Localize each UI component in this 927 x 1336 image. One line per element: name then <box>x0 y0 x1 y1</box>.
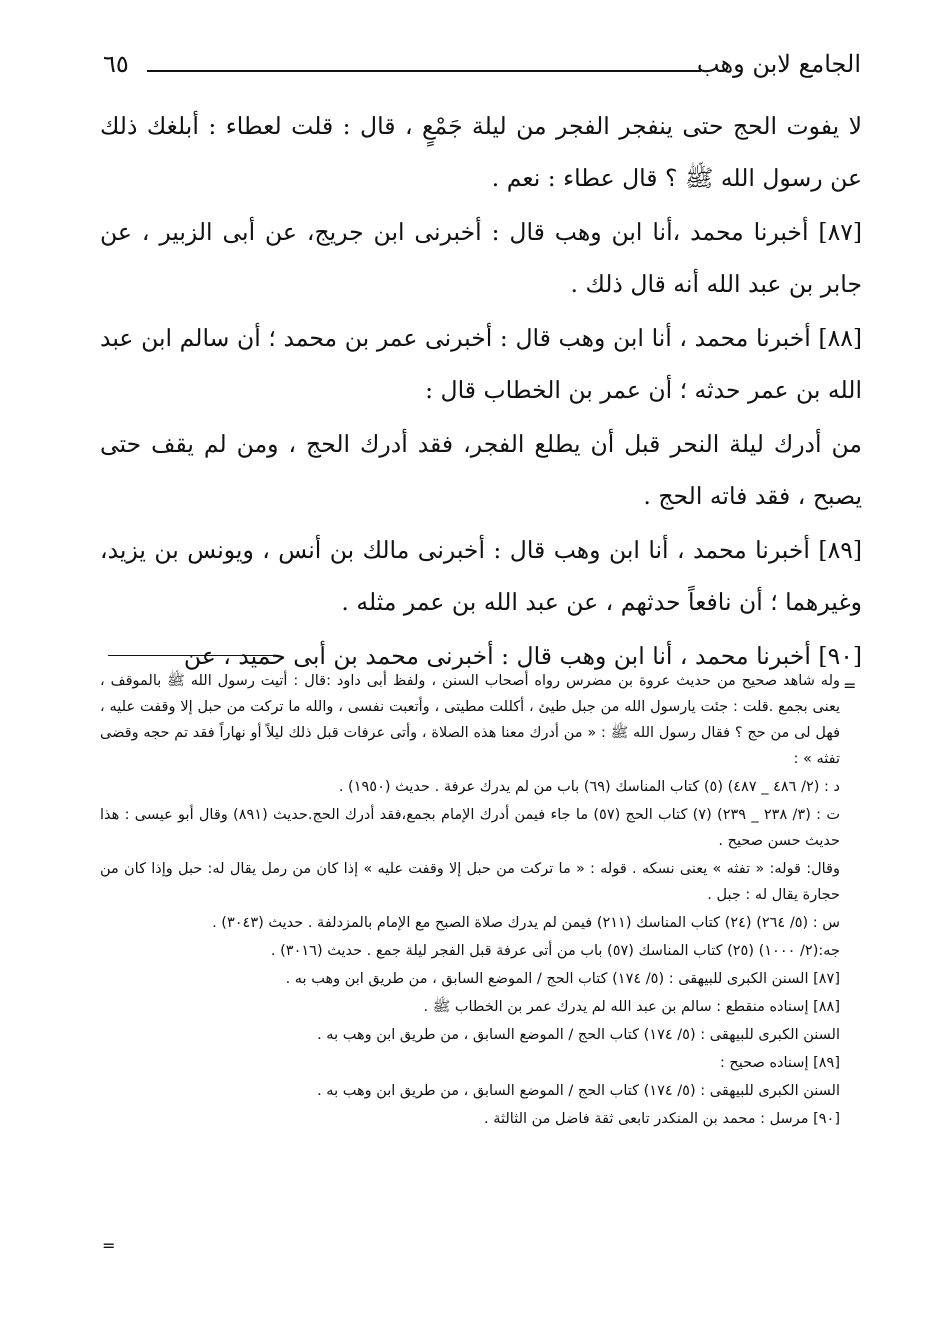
paragraph-88: [٨٨] أخبرنا محمد ، أنا ابن وهب قال : أخبرنى عمر بن محمد ؛ أن سالم ابن عبد الله بن عمر حدثه ؛ أن عمر بن الخطاب قال : <box>100 324 862 404</box>
footnote: ت : (٣/ ٢٣٨ _ ٢٣٩) (٧) كتاب الحج (٥٧) ما جاء فيمن أدرك الإمام بجمع،فقد أدرك الحج.حديث (٨٩١) وقال أبو عيسى : هذا حديث حسن صحيح . <box>100 807 840 849</box>
paragraph-87: [٨٧] أخبرنا محمد ،أنا ابن وهب قال : أخبرنى ابن جريج، عن أبى الزبير ، عن جابر بن عبد الله أنه قال ذلك . <box>100 218 862 298</box>
footnote: وقال: قوله: « تفثه » يعنى نسكه . قوله : « ما تركت من حبل إلا وقفت عليه » إذا كان من رمل يقال له: حبل وإذا كان من حجارة يقال له : جبل . <box>100 861 840 903</box>
footnote-90: [٩٠] مرسل : محمد بن المنكدر تابعى ثقة فاضل من الثالثة . <box>484 1111 840 1127</box>
main-text <box>100 100 862 684</box>
paragraph-quote: من أدرك ليلة النحر قبل أن يطلع الفجر، فقد أدرك الحج ، ومن لم يقف حتى يصبح ، فقد فاته الحج . <box>100 430 862 510</box>
page-number: ٦٥ <box>103 50 129 78</box>
footnote: السنن الكبرى للبيهقى : (٥/ ١٧٤) كتاب الحج / الموضع السابق ، من طريق ابن وهب به . <box>317 1083 840 1099</box>
footnote: جه:(٢/ ١٠٠٠) (٢٥) كتاب المناسك (٥٧) باب من أتى عرفة قبل الفجر ليلة جمع . حديث (٣٠١٦) . <box>270 943 840 959</box>
footnote-87: [٨٧] السنن الكبرى للبيهقى : (٥/ ١٧٤) كتاب الحج / الموضع السابق ، من طريق ابن وهب به . <box>285 971 840 987</box>
footnote: س : (٥/ ٢٦٤) (٢٤) كتاب المناسك (٢١١) فيمن لم يدرك صلاة الصبح مع الإمام بالمزدلفة . حديث (٣٠٤٣) . <box>212 915 840 931</box>
footnote: وله شاهد صحيح من حديث عروة بن مضرس رواه أصحاب السنن ، ولفظ أبى داود :قال : أتيت رسول الله ﷺ بالموقف ، يعنى بجمع .قلت : جئت يارسول الله من جبل طيئ ، أكللت مطيتى ، وأتعبت نفسى ، والله ما تركت من حبل إلا وقفت عليه ، فهل لى من حج ؟ فقال رسول الله ﷺ : « من أدرك معنا هذه الصلاة ، وأتى عرفات قبل ذلك ليلاً أو نهاراً فقد تم حجه وقضى تفثه » : <box>100 673 840 767</box>
footnotes <box>100 668 840 1134</box>
continuation-mark-bottom: = <box>102 1236 116 1255</box>
paragraph-89: [٨٩] أخبرنا محمد ، أنا ابن وهب قال : أخبرنى مالك بن أنس ، ويونس بن يزيد، وغيرهما ؛ أن نافعاً حدثهم ، عن عبد الله بن عمر مثله . <box>100 536 862 616</box>
footnote: السنن الكبرى للبيهقى : (٥/ ١٧٤) كتاب الحج / الموضع السابق ، من طريق ابن وهب به . <box>317 1027 840 1043</box>
footnote-88: [٨٨] إسناده منقطع : سالم بن عبد الله لم يدرك عمر بن الخطاب ﷺ . <box>423 999 840 1015</box>
paragraph-90: [٩٠] أخبرنا محمد ، أنا ابن وهب قال : أخبرنى محمد بن أبى حميد ، عن <box>183 642 862 670</box>
continuation-mark-top: = <box>843 676 857 695</box>
running-title: الجامع لابن وهب <box>696 50 861 78</box>
footnote-89: [٨٩] إسناده صحيح : <box>719 1055 840 1071</box>
footnote: د : (٢/ ٤٨٦ _ ٤٨٧) (٥) كتاب المناسك (٦٩) باب من لم يدرك عرفة . حديث (١٩٥٠) . <box>338 779 840 795</box>
page-header <box>95 50 861 94</box>
paragraph: لا يفوت الحج حتى ينفجر الفجر من ليلة جَمْعٍ ، قال : قلت لعطاء : أبلغك ذلك عن رسول الله ﷺ ؟ قال عطاء : نعم . <box>100 112 862 192</box>
header-rule <box>147 70 701 72</box>
footnote-divider <box>108 655 278 656</box>
